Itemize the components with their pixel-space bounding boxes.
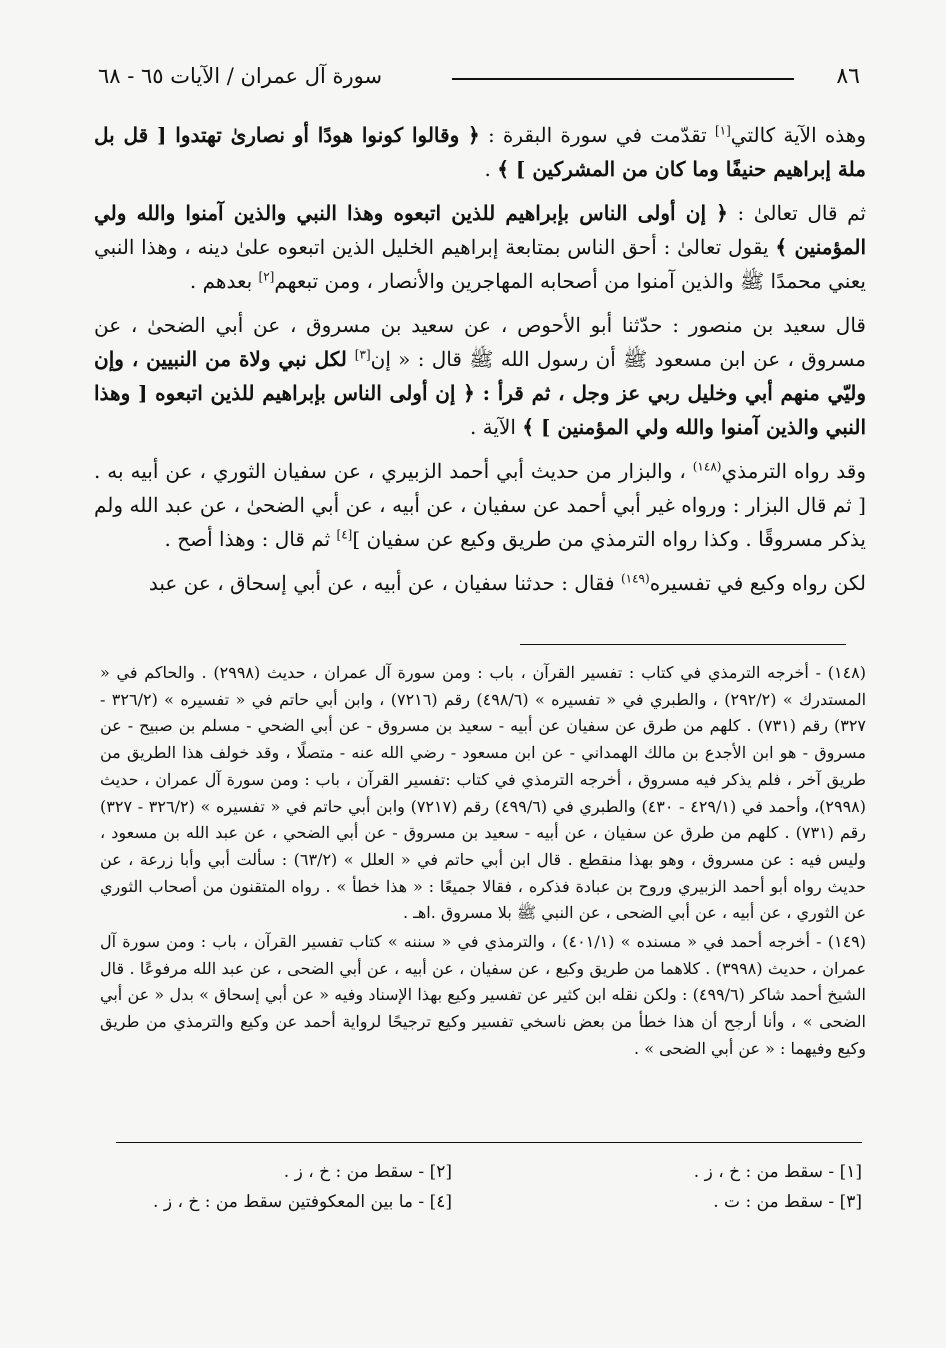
note-ref-4: [٤] <box>336 527 353 542</box>
footnotes <box>100 660 866 1065</box>
footnote-ref-148: (١٤٨) <box>692 459 722 474</box>
note-ref-1: [١] <box>714 123 731 138</box>
paragraph-1: وهذه الآية كالتي[١] تقدّمت في سورة البقرة : ﴿ وقالوا كونوا هودًا أو نصارىٰ تهتدوا [ قل بل ملة إبراهيم حنيفًا وما كان من المشركين ] ﴾ . <box>94 123 867 181</box>
page-number: ٨٦ <box>836 64 860 89</box>
hadith-text: لكل نبي ولاة من النبيين ، وإن وليّي منهم أبي وخليل ربي عز وجل ، ثم قرأ : <box>94 347 866 405</box>
header-rule <box>452 78 794 80</box>
quran-verse: ﴿ إن أولى الناس بإبراهيم للذين اتبعوه وهذا النبي والذين آمنوا والله ولي المؤمنين ﴾ <box>94 201 866 259</box>
page-header <box>98 60 860 96</box>
paragraph-5: لكن رواه وكيع في تفسيره$^{(١٤٩)}$ فقال : حدثنا سفيان ، عن أبيه ، عن أبي إسحاق ، عن عبد <box>148 571 866 595</box>
note-4: [٤] - ما بين المعكوفتين سقط من : خ ، ز . <box>153 1192 452 1212</box>
paragraph-2: ثم قال تعالىٰ : ﴿ إن أولى الناس بإبراهيم للذين اتبعوه وهذا النبي والذين آمنوا والله ولي المؤمنين ﴾ يقول تعالىٰ : أحق الناس بمتابعة إبراهيم الخليل الذين اتبعوه علىٰ دينه ، وهذا النبي يعني محمدًا ﷺ والذين آمنوا من أصحابه المهاجرين والأنصار ، ومن تبعهم[٢] بعدهم . <box>94 201 866 293</box>
footnote-ref-149: (١٤٩) <box>620 571 650 586</box>
paragraph-4: وقد رواه الترمذي$^{(١٤٨)}$ ، والبزار من حديث أبي أحمد الزبيري ، عن سفيان الثوري ، عن أبيه به . [ ثم قال البزار : ورواه غير أبي أحمد عن سفيان ، عن أبيه ، عن أبي الضحىٰ ، عن عبد الله ولم يذكر مسروقًا . وكذا رواه الترمذي من طريق وكيع عن سفيان ][٤] ثم قال : وهذا أصح . <box>94 459 867 551</box>
note-ref-3: [٣] <box>354 347 371 362</box>
notes-separator <box>116 1142 862 1143</box>
note-1: [١] - سقط من : خ ، ز . <box>693 1162 862 1182</box>
paragraph-3: قال سعيد بن منصور : حدّثنا أبو الأحوص ، عن سعيد بن مسروق ، عن أبي الضحىٰ ، عن مسروق ، عن ابن مسعود ﷺ أن رسول الله ﷺ قال : « إن[٣] لكل نبي ولاة من النبيين ، وإن وليّي منهم أبي وخليل ربي عز وجل ، ثم قرأ : ﴿ إن أولى الناس بإبراهيم للذين اتبعوه [ وهذا النبي والذين آمنوا والله ولي المؤمنين ] ﴾ الآية . <box>94 313 867 439</box>
footnote-148: (١٤٨) - أخرجه الترمذي في كتاب : تفسير القرآن ، باب : ومن سورة آل عمران ، حديث (٢٩٩٨) . والحاكم في « المستدرك » (٢٩٢/٢) ، والطبري في « تفسيره » (٤٩٨/٦) رقم (٧٢١٦) ، وابن أبي حاتم في « تفسيره » (٣٢٦/٢ - ٣٢٧) رقم (٧٣١) . كلهم من طرق عن سفيان عن أبيه - سعيد بن مسروق - عن أبي الضحي - مسلم بن صبيح - عن مسروق - هو ابن الأجدع بن مالك الهمداني - عن ابن مسعود - رضي الله عنه - متصلًا ، وقد خولف هذا الطريق من طريق آخر ، فلم يذكر فيه مسروق ، أخرجه الترمذي في كتاب :تفسير القرآن ، باب : ومن سورة آل عمران ، حديث (٢٩٩٨)، وأحمد في (٤٢٩/١ - ٤٣٠) والطبري في (٤٩٩/٦) رقم (٧٢١٧) وابن أبي حاتم في « تفسيره » (٣٢٦/٢ - ٣٢٧) رقم (٧٣١) . كلهم من طرق عن سفيان ، عن أبيه - سعيد بن مسروق - عن أبي الضحي ، عن عبد الله بن مسعود ، وليس فيه : عن مسروق ، وهو بهذا منقطع . قال ابن أبي حاتم في « العلل » (٦٣/٢) : سألت أبي وأبا زرعة ، عن حديث رواه أبو أحمد الزبيري وروح بن عبادة فذكره ، فقالا جميعًا : « هذا خطأ » . رواه المتقنون من أصحاب الثوري عن الثوري ، عن أبيه ، عن أبي الضحى ، عن النبي ﷺ بلا مسروق .اهـ . <box>100 663 867 923</box>
quran-verse: ﴿ وقالوا كونوا هودًا أو نصارىٰ تهتدوا [ قل بل ملة إبراهيم حنيفًا وما كان من المشركين ] ﴾ <box>94 123 866 181</box>
manuscript-notes <box>120 1162 862 1222</box>
quran-verse: ﴿ إن أولى الناس بإبراهيم للذين اتبعوه [ وهذا النبي والذين آمنوا والله ولي المؤمنين ] ﴾ <box>94 381 866 439</box>
note-ref-2: [٢] <box>258 269 275 284</box>
main-text <box>94 118 866 610</box>
note-3: [٣] - سقط من : ت . <box>713 1192 862 1212</box>
running-title: سورة آل عمران / الآيات ٦٥ - ٦٨ <box>98 64 383 88</box>
note-2: [٢] - سقط من : خ ، ز . <box>283 1162 452 1182</box>
footnote-149: (١٤٩) - أخرجه أحمد في « مسنده » (٤٠١/١) ، والترمذي في « سننه » كتاب تفسير القرآن ، باب : ومن سورة آل عمران ، حديث (٣٩٩٨) . كلاهما من طريق وكيع ، عن سفيان ، عن أبيه ، عن أبي الضحى ، عن عبد الله مرفوعًا . قال الشيخ أحمد شاكر (٤٩٩/٦) : ولكن نقله ابن كثير عن تفسير وكيع بهذا الإسناد وفيه « عن أبي إسحاق » بدل « عن أبي الضحى » ، وأنا أرجح أن هذا خطأ من بعض ناسخي تفسير وكيع ترجيحًا لرواية أحمد عن وكيع والترمذي من طريق وكيع وفيهما : « عن أبي الضحى » . <box>100 932 867 1058</box>
footnote-separator <box>520 644 846 645</box>
